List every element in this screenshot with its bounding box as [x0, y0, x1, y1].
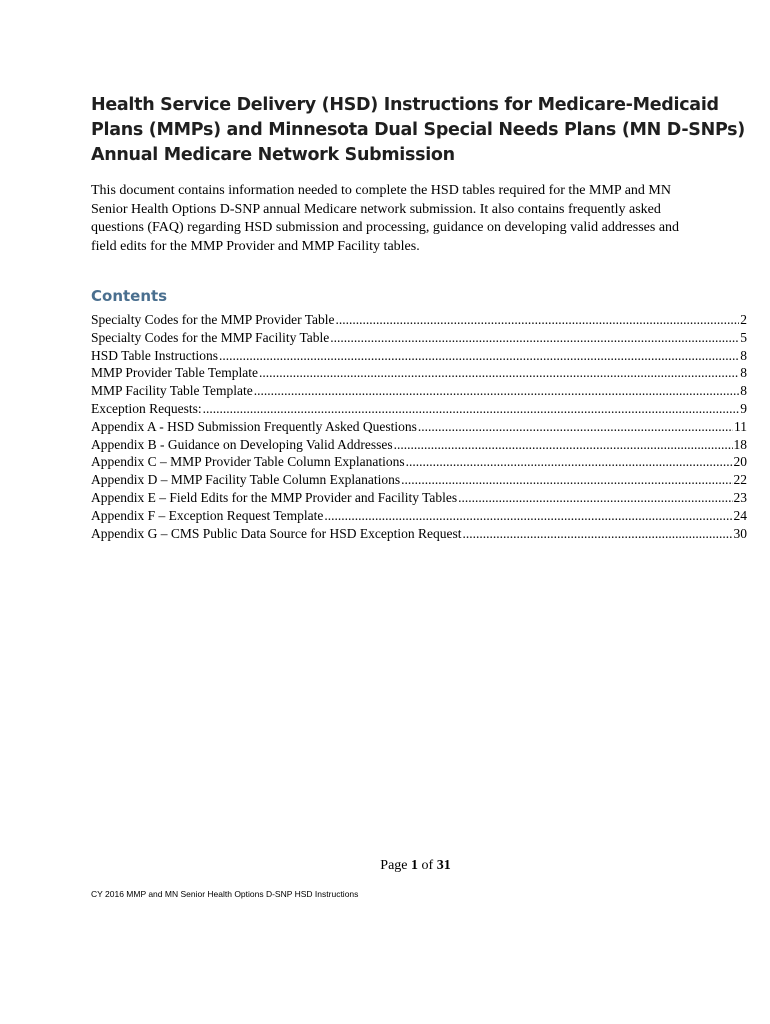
toc-entry-page: 11 — [734, 418, 747, 434]
title-line: Plans (MMPs) and Minnesota Dual Special Needs Plans (MN D-SNPs) — [91, 120, 745, 140]
toc-entry-page: 22 — [733, 472, 747, 488]
document-title — [91, 93, 745, 168]
toc-entry[interactable] — [91, 471, 747, 489]
toc-entry-label: Appendix G – CMS Public Data Source for HSD Exception Request — [91, 525, 462, 541]
toc-entry-label: Appendix E – Field Edits for the MMP Provider and Facility Tables — [91, 489, 458, 505]
page-total: 31 — [436, 858, 451, 873]
intro-paragraph — [91, 182, 741, 256]
toc-leader — [401, 471, 732, 489]
toc-leader — [336, 311, 740, 329]
toc-entry-label: MMP Provider Table Template — [91, 365, 258, 381]
toc-entry-label: Specialty Codes for the MMP Provider Table — [91, 312, 335, 327]
toc-entry[interactable] — [91, 436, 747, 454]
toc-entry-page: 8 — [740, 383, 747, 399]
toc-leader — [324, 507, 732, 525]
toc-entry[interactable] — [91, 400, 747, 418]
toc-entry-page: 24 — [733, 507, 747, 523]
toc-entry-label: Appendix F – Exception Request Template — [91, 507, 324, 523]
toc-leader — [406, 453, 733, 471]
contents-heading: Contents — [91, 287, 168, 305]
toc-entry-page: 8 — [740, 365, 747, 381]
toc-leader — [254, 382, 740, 400]
toc-entry-page: 20 — [733, 454, 747, 470]
toc-entry-page: 2 — [740, 312, 747, 327]
toc-entry-page: 18 — [733, 436, 747, 452]
intro-line: field edits for the MMP Provider and MMP Facility tables. — [91, 238, 420, 254]
toc-entry-page: 9 — [740, 400, 747, 416]
toc-entry-page: 8 — [740, 347, 747, 363]
toc-entry[interactable] — [91, 364, 747, 382]
toc-leader — [203, 400, 740, 418]
toc-leader — [462, 525, 732, 543]
toc-entry-page: 30 — [733, 525, 747, 541]
toc-entry[interactable] — [91, 525, 747, 543]
toc-entry[interactable] — [91, 329, 747, 347]
toc-entry-label: HSD Table Instructions — [91, 347, 219, 363]
toc-leader — [458, 489, 732, 507]
toc-entry[interactable] — [91, 507, 747, 525]
intro-line: Senior Health Options D-SNP annual Medicare network submission. It also contains frequently asked — [91, 201, 661, 217]
intro-line: This document contains information needed to complete the HSD tables required for the MMP and MN — [91, 183, 671, 198]
toc-leader — [259, 364, 739, 382]
toc-entry[interactable] — [91, 489, 747, 507]
page-current: 1 — [411, 858, 419, 873]
toc-entry[interactable] — [91, 453, 747, 471]
toc-entry[interactable] — [91, 418, 747, 436]
title-line: Health Service Delivery (HSD) Instructions for Medicare-Medicaid — [91, 95, 719, 115]
toc-entry-label: MMP Facility Table Template — [91, 383, 253, 399]
toc-entry-label: Appendix C – MMP Provider Table Column Explanations — [91, 454, 405, 470]
toc-entry-page: 23 — [733, 489, 747, 505]
page-of: of — [421, 858, 434, 873]
toc-leader — [330, 329, 739, 347]
intro-line: questions (FAQ) regarding HSD submission and processing, guidance on developing valid addresses and — [91, 220, 680, 235]
toc-entry-page: 5 — [740, 329, 747, 345]
title-line: Annual Medicare Network Submission — [91, 145, 455, 165]
toc-entry[interactable] — [91, 347, 747, 365]
page-footer: CY 2016 MMP and MN Senior Health Options D-SNP HSD Instructions — [91, 889, 359, 899]
toc-entry[interactable] — [91, 382, 747, 400]
table-of-contents — [91, 311, 747, 542]
toc-entry-label: Appendix B - Guidance on Developing Valid Addresses — [91, 436, 393, 452]
toc-leader — [219, 347, 739, 365]
toc-entry-label: Specialty Codes for the MMP Facility Table — [91, 329, 330, 345]
toc-leader — [418, 418, 733, 436]
page-number — [0, 858, 770, 874]
toc-entry-label: Appendix D – MMP Facility Table Column Explanations — [91, 472, 401, 488]
page-label: Page — [380, 858, 408, 873]
toc-entry-label: Appendix A - HSD Submission Frequently Asked Questions — [91, 418, 417, 434]
toc-entry-label: Exception Requests: — [91, 400, 202, 416]
toc-entry[interactable] — [91, 311, 747, 329]
toc-leader — [394, 436, 733, 454]
